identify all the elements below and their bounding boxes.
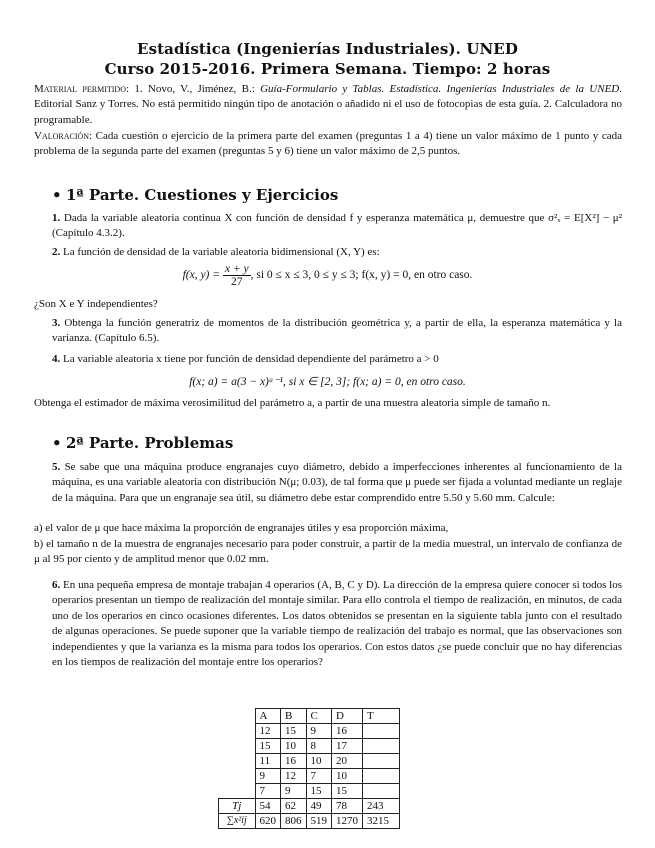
valoracion-label: Valoración: [34,130,93,142]
table-cell: 9 [255,769,281,784]
table-header-cell: B [281,709,307,724]
sumsq-label: ∑x²ij [219,814,256,829]
table-cell: 806 [281,814,307,829]
question-2: 2. La función de densidad de la variable aleatoria bidimensional (X, Y) es: [52,246,380,258]
table-cell: 54 [255,799,281,814]
table-cell [363,784,400,799]
table-header-row [219,709,400,724]
table-cell: 15 [332,784,363,799]
table-cell: 49 [306,799,332,814]
table-header-cell: C [306,709,332,724]
table-cell: 3215 [363,814,400,829]
question-2-equation: f(x, y) = $\frac{x + y}{27}$ , si 0 ≤ x ≤ 3, 0 ≤ y ≤ 3; f(x, y) = 0, en otro caso. [182,263,473,288]
table-totals-row [219,799,400,814]
table-cell: 7 [306,769,332,784]
bullet-icon: • [52,434,62,452]
table-row [219,784,400,799]
question-5-part-b: b) el tamaño n de la muestra de engranajes necesario para poder construir, a partir de la media muestral, un intervalo de confianza de μ al 95 por ciento y de amplitud menor que 0.02 mm. [34,538,622,566]
table-cell: 15 [255,739,281,754]
question-5-part-a: a) el valor de μ que hace máxima la proporción de engranajes útiles y esa proporción máxima, [34,522,449,534]
question-3: 3. Obtenga la función generatriz de momentos de la distribución geométrica y, a partir de ella, la esperanza matemática y la varianza. (Capítulo 6.5). [52,317,622,345]
table-row [219,769,400,784]
table-cell: 12 [255,724,281,739]
material-permitido [34,82,622,128]
table-row [219,724,400,739]
question-6: 6. En una pequeña empresa de montaje trabajan 4 operarios (A, B, C y D). La dirección de la empresa quiere conocer si todos los operarios presentan un tiempo de realización del montaje similar. Para ello controla el tiempo de realización, en minutos, de cada uno de los operarios en cinco ocasiones diferentes. Los datos obtenidos se presentan en la siguiente tabla junto con el resultado de algunas operaciones. Se puede suponer que la variable tiempo de realización del trabajo es normal, que las observaciones son independientes y que la varianza es la misma para todos los operarios. Con estos datos ¿se puede concluir que no hay diferencias en los tiempos de realización del montaje entre los operarios? [52,579,622,669]
question-1: 1. Dada la variable aleatoria continua X con función de densidad f y esperanza matemática μ, demuestre que σ²ₓ = E[X²] − μ² (Capítulo 4.3.2). [52,212,622,240]
table-row [219,754,400,769]
tj-label: Tj [219,799,256,814]
table-cell: 16 [281,754,307,769]
table-cell: 11 [255,754,281,769]
part1-heading: • 1ª Parte. Cuestiones y Ejercicios [52,186,339,204]
table-sumsq-row [219,814,400,829]
table-header-cell: T [363,709,400,724]
table-cell: 9 [306,724,332,739]
table-cell [363,754,400,769]
table-cell [363,769,400,784]
table-cell: 17 [332,739,363,754]
operator-times-table [218,708,400,829]
table-cell: 10 [332,769,363,784]
table-cell: 20 [332,754,363,769]
table-cell: 620 [255,814,281,829]
exam-title-line2: Curso 2015-2016. Primera Semana. Tiempo: 2 horas [104,60,551,78]
question-2-after: ¿Son X e Y independientes? [34,298,158,310]
table-header-cell: D [332,709,363,724]
material-book-title: Guía-Formulario y Tablas. Estadística. Ingenierías Industriales de la UNED [260,83,620,95]
table-cell: 15 [306,784,332,799]
table-cell: 15 [281,724,307,739]
table-cell: 62 [281,799,307,814]
material-text-a: 1. Novo, V., Jiménez, B.: [129,83,261,95]
question-4-equation: f(x; a) = a(3 − x)ᵃ⁻¹, si x ∈ [2, 3]; f(x; a) = 0, en otro caso. [189,376,466,388]
fraction: $\frac{x + y}{27}$ [224,263,249,288]
bullet-icon: • [52,186,62,204]
table-cell: 519 [306,814,332,829]
valoracion-text: Cada cuestión o ejercicio de la primera parte del examen (preguntas 1 a 4) tiene un valor máximo de 1 punto y cada problema de la segunda parte del examen (preguntas 5 y 6) tiene un valor máximo de 2,5 puntos. [34,130,622,158]
table-cell: 16 [332,724,363,739]
table-cell: 10 [281,739,307,754]
table-cell [363,724,400,739]
question-4-after: Obtenga el estimador de máxima verosimilitud del parámetro a, a partir de una muestra aleatoria simple de tamaño n. [34,397,551,409]
table-cell: 1270 [332,814,363,829]
table-cell: 243 [363,799,400,814]
table-cell: 9 [281,784,307,799]
table-header-cell: A [255,709,281,724]
table-cell: 78 [332,799,363,814]
material-label: Material permitido: [34,83,130,95]
table-cell: 10 [306,754,332,769]
table-row [219,739,400,754]
question-5: 5. Se sabe que una máquina produce engranajes cuyo diámetro, debido a imperfecciones inherentes al funcionamiento de la máquina, es una variable aleatoria con distribución N(μ; 0.03), de tal forma que μ puede ser fijada a voluntad mediante un reglaje de la máquina. Para que un engranaje sea útil, su diámetro debe estar comprendido entre 5.50 y 5.60 mm. Calcule: [52,461,622,504]
table-cell: 12 [281,769,307,784]
material-text-b: . Editorial Sanz y Torres. No está permitido ningún tipo de anotación o añadido ni el uso de fotocopias de esta guía. 2. Calculadora no programable. [34,83,622,126]
part2-heading: • 2ª Parte. Problemas [52,434,234,452]
valoracion [34,129,622,160]
table-cell: 8 [306,739,332,754]
question-4: 4. La variable aleatoria x tiene por función de densidad dependiente del parámetro a > 0 [52,353,439,365]
table-cell [363,739,400,754]
exam-title-line1: Estadística (Ingenierías Industriales). UNED [137,40,518,58]
table-cell: 7 [255,784,281,799]
